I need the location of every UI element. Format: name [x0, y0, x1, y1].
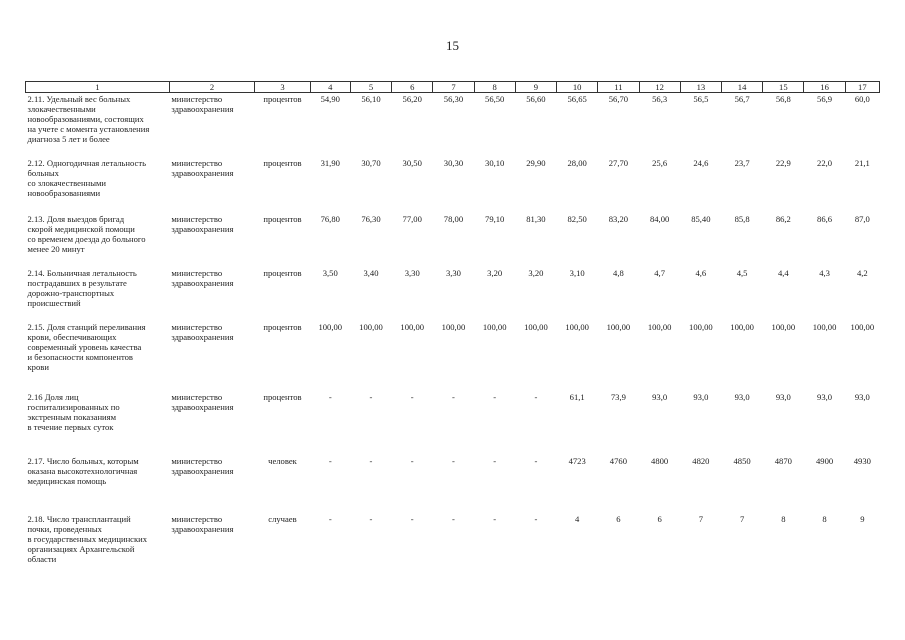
value-cell: 4850: [733, 455, 751, 466]
value-cell: 100,00: [812, 321, 837, 332]
value-cell: 56,70: [608, 94, 629, 104]
indicator-name-line: больных: [27, 167, 59, 178]
value-cell: 30,10: [485, 157, 505, 168]
indicator-name-line: в течение первых суток: [27, 421, 114, 432]
value-cell: 22,0: [817, 157, 833, 168]
value-cell: -: [493, 513, 497, 524]
responsible-org: [169, 391, 255, 455]
value-cell: 61,1: [569, 391, 585, 402]
column-header-4: 4: [310, 82, 350, 93]
indicator-name-line: злокачественными: [27, 104, 96, 114]
indicator-name-line: экстренным показаниям: [27, 411, 117, 422]
indicator-name-line: 2.17. Число больных, которым: [27, 455, 139, 466]
value-cell: 6: [657, 513, 662, 524]
value-cell: 84,00: [649, 213, 670, 224]
value-cell: 4,6: [695, 267, 707, 278]
indicator-name-line: 2.12. Одногодичная летальность: [27, 157, 147, 168]
unit-of-measure: процентов: [263, 321, 302, 332]
value-cell: 3,50: [322, 267, 338, 278]
value-cell: 56,8: [775, 94, 791, 104]
value-cell: 30,50: [402, 157, 422, 168]
indicator-name-line: крови, обеспечивающих: [27, 331, 117, 342]
column-header-8: 8: [474, 82, 515, 93]
value-cell: 23,7: [734, 157, 750, 168]
indicator-name-line: происшествий: [27, 297, 81, 308]
value-cell: 56,7: [734, 94, 750, 104]
value-cell: 3,40: [363, 267, 379, 278]
value-cell: 4,5: [736, 267, 748, 278]
indicator-name: [26, 513, 170, 573]
value-cell: 100,00: [524, 321, 548, 332]
value-cell: 30,70: [361, 157, 381, 168]
value-cell: -: [410, 391, 414, 402]
value-cell: 100,00: [850, 321, 875, 332]
value-cell: 22,9: [775, 157, 791, 168]
value-cell: 3,30: [404, 267, 420, 278]
column-header-1: 1: [26, 82, 170, 93]
value-cell: 6: [616, 513, 621, 524]
column-header-7: 7: [433, 82, 474, 93]
value-cell: 100,00: [565, 321, 589, 332]
indicator-name: [26, 455, 170, 513]
value-cell: 56,5: [693, 94, 709, 104]
responsible-org: [169, 455, 255, 513]
responsible-org-line: министерство: [171, 391, 223, 402]
unit-of-measure: процентов: [263, 267, 302, 278]
value-cell: 54,90: [320, 94, 340, 104]
value-cell: 81,30: [526, 213, 546, 224]
value-cell: 100,00: [482, 321, 507, 332]
value-cell: 85,40: [691, 213, 711, 224]
responsible-org-line: министерство: [171, 157, 223, 168]
indicator-name: [26, 321, 170, 391]
value-cell: -: [328, 391, 332, 402]
unit-of-measure: случаев: [268, 513, 297, 524]
value-cell: 93,0: [652, 391, 668, 402]
value-cell: 4,2: [856, 267, 868, 278]
indicator-name-line: 2.13. Доля выездов бригад: [27, 213, 125, 224]
value-cell: 100,00: [730, 321, 754, 332]
value-cell: 3,20: [487, 267, 503, 278]
value-cell: 27,70: [608, 157, 629, 168]
table-row: [26, 321, 880, 391]
value-cell: 100,00: [441, 321, 466, 332]
value-cell: 93,0: [734, 391, 750, 402]
value-cell: 21,1: [854, 157, 870, 168]
table-header-row: [26, 82, 880, 93]
value-cell: 4900: [815, 455, 834, 466]
value-cell: 4,4: [777, 267, 789, 278]
unit-of-measure: процентов: [263, 213, 302, 224]
value-cell: 8: [781, 513, 786, 524]
value-cell: 4800: [651, 455, 669, 466]
column-header-9: 9: [515, 82, 556, 93]
responsible-org-line: здравоохранения: [171, 523, 234, 534]
value-cell: 86,2: [775, 213, 791, 224]
responsible-org-line: министерство: [171, 94, 223, 104]
value-cell: 76,30: [361, 213, 381, 224]
table-row: [26, 391, 880, 455]
value-cell: 4760: [609, 455, 627, 466]
value-cell: 56,30: [443, 94, 464, 104]
value-cell: -: [328, 455, 332, 466]
indicator-name-line: новообразованиями, состоящих: [27, 114, 144, 124]
value-cell: 7: [739, 513, 745, 524]
value-cell: 4,3: [819, 267, 830, 278]
responsible-org-line: здравоохранения: [171, 223, 234, 234]
value-cell: 31,90: [320, 157, 340, 168]
value-cell: 60,0: [854, 94, 870, 104]
indicator-name-line: со злокачественными: [27, 177, 107, 188]
value-cell: 93,0: [854, 391, 870, 402]
value-cell: 100,00: [606, 321, 631, 332]
indicator-name-line: почки, проведенных: [27, 523, 102, 534]
indicator-name-line: менее 20 минут: [27, 243, 85, 254]
indicator-name-line: крови: [27, 361, 49, 372]
value-cell: 78,00: [443, 213, 464, 224]
indicator-name: [26, 267, 170, 321]
value-cell: 100,00: [771, 321, 796, 332]
value-cell: 4820: [692, 455, 710, 466]
column-header-14: 14: [721, 82, 762, 93]
page-number: 15: [446, 38, 459, 53]
responsible-org-line: здравоохранения: [171, 401, 234, 412]
value-cell: 4930: [853, 455, 871, 466]
responsible-org-line: здравоохранения: [171, 277, 234, 288]
column-header-5: 5: [350, 82, 391, 93]
value-cell: 56,60: [526, 94, 546, 104]
value-cell: 4723: [568, 455, 586, 466]
indicator-name-line: 2.11. Удельный вес больных: [27, 94, 131, 104]
value-cell: 93,0: [775, 391, 791, 402]
value-cell: 93,0: [693, 391, 709, 402]
value-cell: 100,00: [689, 321, 713, 332]
value-cell: 30,30: [443, 157, 464, 168]
value-cell: -: [534, 513, 538, 524]
responsible-org-line: здравоохранения: [171, 331, 234, 342]
indicator-name-line: и безопасности компонентов: [27, 351, 133, 362]
table-row: [26, 455, 880, 513]
value-cell: 100,00: [318, 321, 343, 332]
value-cell: -: [493, 391, 497, 402]
value-cell: 79,10: [485, 213, 505, 224]
column-header-15: 15: [763, 82, 804, 93]
responsible-org-line: здравоохранения: [171, 465, 234, 476]
value-cell: 100,00: [359, 321, 383, 332]
indicators-table: [25, 81, 880, 573]
value-cell: 77,00: [402, 213, 422, 224]
responsible-org: [169, 513, 255, 573]
column-header-12: 12: [639, 82, 680, 93]
indicator-name-line: дорожно-транспортных: [27, 287, 115, 298]
indicator-name-line: современный уровень качества: [27, 341, 142, 352]
value-cell: 4: [575, 513, 580, 524]
column-header-2: 2: [169, 82, 255, 93]
responsible-org: [169, 157, 255, 213]
indicator-name-line: 2.15. Доля станций переливания: [27, 321, 146, 332]
value-cell: 56,20: [402, 94, 422, 104]
table-row: [26, 213, 880, 267]
value-cell: 4,8: [613, 267, 624, 278]
value-cell: 76,80: [320, 213, 340, 224]
value-cell: -: [493, 455, 497, 466]
value-cell: -: [534, 455, 538, 466]
table-row: [26, 157, 880, 213]
indicator-name-line: пострадавших в результате: [27, 277, 127, 288]
value-cell: 7: [698, 513, 704, 524]
indicator-name-line: новообразованиями: [27, 187, 101, 198]
column-header-3: 3: [255, 82, 310, 93]
responsible-org: [169, 267, 255, 321]
value-cell: 3,20: [528, 267, 544, 278]
value-cell: 82,50: [567, 213, 587, 224]
value-cell: 9: [860, 513, 865, 524]
value-cell: 83,20: [608, 213, 629, 224]
indicator-name-line: скорой медицинской помощи: [27, 223, 135, 234]
responsible-org-line: министерство: [171, 267, 223, 278]
value-cell: -: [410, 513, 414, 524]
value-cell: 85,8: [734, 213, 750, 224]
unit-of-measure: процентов: [263, 94, 302, 104]
indicator-name-line: 2.14. Больничная летальность: [27, 267, 137, 278]
indicator-name-line: оказана высокотехнологичная: [27, 465, 138, 476]
responsible-org-line: министерство: [171, 513, 223, 524]
column-header-10: 10: [557, 82, 598, 93]
value-cell: 56,10: [361, 94, 381, 104]
value-cell: 28,00: [567, 157, 587, 168]
value-cell: 93,0: [817, 391, 833, 402]
indicator-name: [26, 213, 170, 267]
indicator-name-line: диагноза 5 лет и более: [27, 134, 110, 144]
column-header-17: 17: [845, 82, 879, 93]
value-cell: 100,00: [647, 321, 672, 332]
value-cell: 4870: [774, 455, 792, 466]
value-cell: -: [452, 513, 455, 524]
indicator-name-line: организациях Архангельской: [27, 543, 135, 554]
indicator-name-line: 2.18. Число трансплантаций: [27, 513, 131, 524]
value-cell: -: [452, 391, 455, 402]
indicator-name: [26, 157, 170, 213]
value-cell: -: [369, 455, 373, 466]
value-cell: 29,90: [526, 157, 546, 168]
value-cell: -: [452, 455, 455, 466]
unit-of-measure: процентов: [263, 157, 302, 168]
unit-of-measure: процентов: [263, 391, 302, 402]
value-cell: 3,30: [445, 267, 461, 278]
value-cell: 56,65: [567, 94, 587, 104]
column-header-16: 16: [804, 82, 845, 93]
value-cell: -: [369, 391, 373, 402]
value-cell: -: [534, 391, 538, 402]
column-header-13: 13: [680, 82, 721, 93]
responsible-org: [169, 213, 255, 267]
indicator-name-line: госпитализированных по: [27, 401, 120, 412]
value-cell: 4,7: [654, 267, 665, 278]
indicator-name-line: со временем доезда до больного: [27, 233, 146, 244]
value-cell: -: [369, 513, 373, 524]
value-cell: 73,9: [610, 391, 626, 402]
table-row: [26, 93, 880, 157]
column-header-11: 11: [598, 82, 639, 93]
indicator-name: [26, 93, 170, 157]
value-cell: -: [328, 513, 332, 524]
value-cell: 100,00: [400, 321, 425, 332]
responsible-org-line: здравоохранения: [171, 104, 234, 114]
value-cell: -: [410, 455, 414, 466]
value-cell: 24,6: [693, 157, 709, 168]
responsible-org-line: здравоохранения: [171, 167, 234, 178]
column-header-6: 6: [392, 82, 433, 93]
indicator-name-line: в государственных медицинских: [27, 533, 148, 544]
value-cell: 86,6: [817, 213, 833, 224]
indicator-name: [26, 391, 170, 455]
responsible-org-line: министерство: [171, 321, 223, 332]
table-row: [26, 513, 880, 573]
value-cell: 56,9: [817, 94, 833, 104]
value-cell: 56,3: [652, 94, 668, 104]
responsible-org: [169, 321, 255, 391]
value-cell: 3,10: [569, 267, 585, 278]
value-cell: 87,0: [854, 213, 870, 224]
unit-of-measure: человек: [268, 455, 297, 466]
value-cell: 56,50: [485, 94, 505, 104]
value-cell: 25,6: [652, 157, 668, 168]
indicator-name-line: медицинская помощь: [27, 475, 107, 486]
responsible-org-line: министерство: [171, 213, 223, 224]
table-row: [26, 267, 880, 321]
value-cell: 8: [822, 513, 827, 524]
responsible-org: [169, 93, 255, 157]
indicator-name-line: на учете с момента установления: [27, 124, 150, 134]
responsible-org-line: министерство: [171, 455, 223, 466]
indicator-name-line: области: [27, 553, 57, 564]
indicator-name-line: 2.16 Доля лиц: [27, 391, 79, 402]
